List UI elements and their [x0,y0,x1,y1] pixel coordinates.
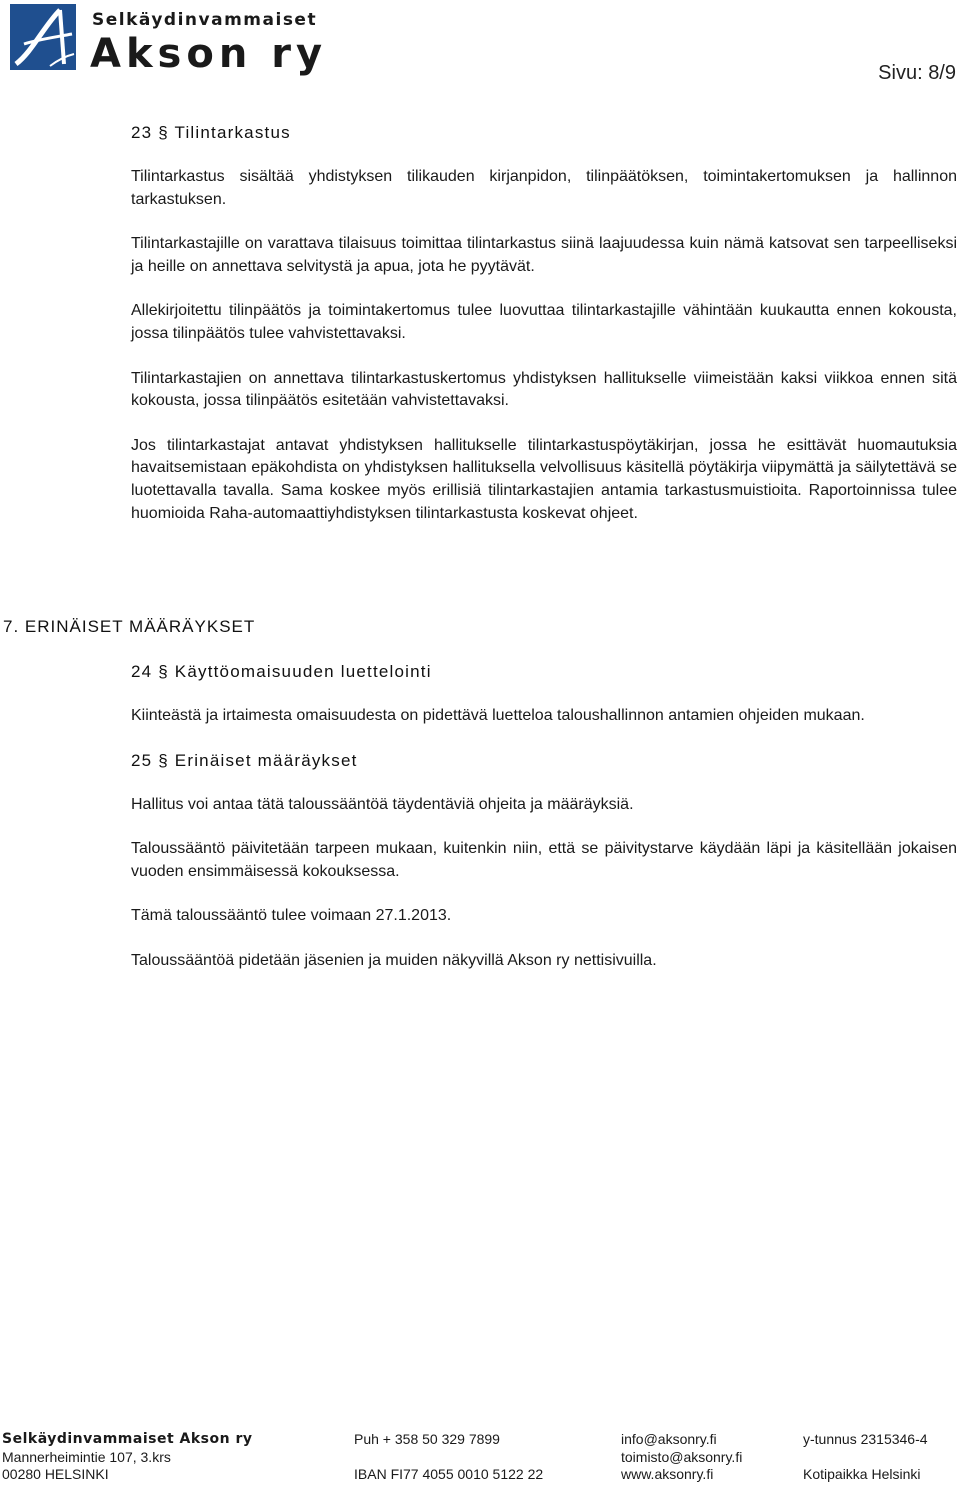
footer-iban: IBAN FI77 4055 0010 5122 22 [354,1466,544,1482]
chapter-7-heading: 7. ERINÄISET MÄÄRÄYKSET [3,617,256,636]
page-number [878,62,956,85]
section-23-paragraph-1: Tilintarkastus sisältää yhdistyksen tilikauden kirjanpidon, tilinpäätöksen, toimintakertomuksen ja hallinnon tarkastuksen. [131,168,957,208]
footer-org-name: Selkäydinvammaiset Akson ry [2,1431,253,1447]
sections-24-25 [131,661,957,973]
section-24-paragraph-1: Kiinteästä ja irtaimesta omaisuudesta on pidettävä luetteloa taloushallinnon antamien ohjeiden mukaan. [131,707,865,724]
footer [0,1431,960,1486]
section-23-paragraph-4: Tilintarkastajien on annettava tilintarkastuskertomus yhdistyksen hallitukselle viimeistään kaksi viikkoa ennen sitä kokousta, jossa tilinpäätös esitetään vahvistettavaksi. [131,369,957,410]
footer-street: Mannerheimintie 107, 3.krs [2,1448,171,1465]
footer-email-office: toimisto@aksonry.fi [621,1448,743,1465]
footer-registration [803,1431,928,1484]
section-25-paragraph-3: Tämä taloussääntö tulee voimaan 27.1.2013. [131,907,452,925]
page-label: Sivu: [878,62,923,84]
section-23-paragraph-2: Tilintarkastajille on varattava tilaisuus toimittaa tilintarkastus siinä laajuudessa kuin nämä katsovat sen tarpeelliseksi ja heille on annettava selvitystä ja apua, jota he pyytävät. [131,235,957,275]
page-value: 8/9 [928,62,956,84]
footer-web [621,1431,742,1484]
section-24-heading: 24 § Käyttöomaisuuden luettelointi [131,662,432,681]
section-25-paragraph-4: Taloussääntöä pidetään jäsenien ja muiden näkyvillä Akson ry nettisivuilla. [131,951,657,969]
footer-address [2,1431,252,1484]
footer-postal: 00280 HELSINKI [2,1466,109,1482]
section-23 [131,122,957,525]
section-25-heading: 25 § Erinäiset määräykset [131,750,358,770]
footer-website: www.aksonry.fi [621,1466,714,1482]
section-23-paragraph-5: Jos tilintarkastajat antavat yhdistyksen hallitukselle tilintarkastuspöytäkirjan, jossa he esittävät huomautuksia havaitsemistaan epäkohdista on yhdistyksen hallituksella velvollisuus käsitellä pöytäkirja viipymättä ja säilytettävä se luotettavalla tavalla. Sama koskee myös erillisiä tilintarkastajien antamia tarkastusmuistioita. Raportoinnissa tulee huomioida Raha-automaattiyhdistyksen tilintarkastusta koskevat ohjeet. [131,436,957,522]
section-23-heading: 23 § Tilintarkastus [131,123,291,142]
logo-subtitle: Selkäydinvammaiset [92,10,318,30]
footer-email-info: info@aksonry.fi [621,1431,717,1447]
logo-title: Akson ry [90,31,328,77]
footer-business-id: y-tunnus 2315346-4 [803,1431,928,1447]
section-25-paragraph-2: Taloussääntö päivitetään tarpeen mukaan, kuitenkin niin, että se päivitystarve käydään läpi ja käsitellään jokaisen vuoden ensimmäisessä kokouksessa. [131,840,957,880]
akson-logo-icon [10,4,76,70]
section-25-paragraph-1: Hallitus voi antaa tätä taloussääntöä täydentäviä ohjeita ja määräyksiä. [131,795,634,813]
footer-contact [354,1431,543,1484]
footer-domicile: Kotipaikka Helsinki [803,1466,921,1482]
section-23-paragraph-3: Allekirjoitettu tilinpäätös ja toimintakertomus tulee luovuttaa tilintarkastajille vähintään kuukautta ennen kokousta, jossa tilinpäätös tulee vahvistettavaksi. [131,302,957,342]
footer-phone: Puh + 358 50 329 7899 [354,1431,500,1447]
